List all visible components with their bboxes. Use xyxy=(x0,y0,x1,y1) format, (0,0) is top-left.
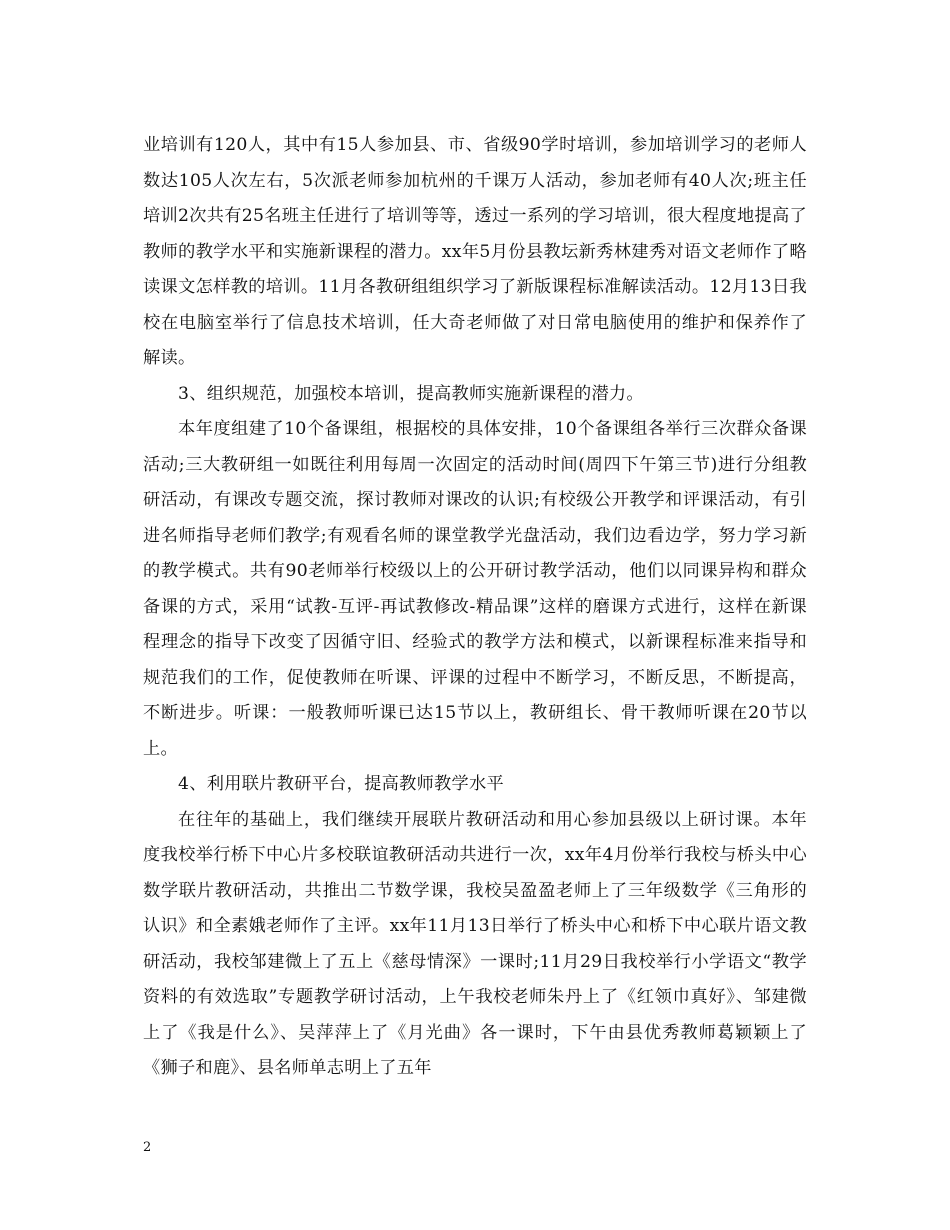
document-body xyxy=(143,128,807,1087)
paragraph-lesson-groups: 本年度组建了10个备课组，根据校的具体安排，10个备课组各举行三次群众备课活动;三大教研组一如既往利用每周一次固定的活动时间(周四下午第三节)进行分组教研活动，有课改专题交流，探讨教师对课改的认识;有校级公开教学和评课活动，有引进名师指导老师们教学;有观看名师的课堂教学光盘活动，我们边看边学，努力学习新的教学模式。共有90老师举行校级以上的公开研讨教学活动，他们以同课异构和群众备课的方式，采用“试教-互评-再试教修改-精品课”这样的磨课方式进行，这样在新课程理念的指导下改变了因循守旧、经验式的教学方法和模式，以新课程标准来指导和规范我们的工作，促使教师在听课、评课的过程中不断学习，不断反思，不断提高，不断进步。听课：一般教师听课已达15节以上，教研组长、骨干教师听课在20节以上。 xyxy=(143,419,807,759)
paragraph-joint-research: 在往年的基础上，我们继续开展联片教研活动和用心参加县级以上研讨课。本年度我校举行桥下中心片多校联谊教研活动共进行一次，xx年4月份举行我校与桥头中心数学联片教研活动，共推出二节数学课，我校吴盈盈老师上了三年级数学《三角形的认识》和全素娥老师作了主评。xx年11月13日举行了桥头中心和桥下中心联片语文教研活动，我校邹建微上了五上《慈母情深》一课时;11月29日我校举行小学语文“教学资料的有效选取”专题教学研讨活动，上午我校老师朱丹上了《红领巾真好》、邹建微上了《我是什么》、吴萍萍上了《月光曲》各一课时，下午由县优秀教师葛颖颖上了《狮子和鹿》、县名师单志明上了五年 xyxy=(143,809,807,1078)
heading-item-3: 3、组织规范，加强校本培训，提高教师实施新课程的潜力。 xyxy=(178,383,644,404)
heading-item-4: 4、利用联片教研平台，提高教师教学水平 xyxy=(178,774,505,794)
page-number: 2 xyxy=(143,1140,152,1155)
paragraph-training-summary: 业培训有120人，其中有15人参加县、市、省级90学时培训，参加培训学习的老师人数达105人次左右，5次派老师参加杭州的千课万人活动，参加老师有40人次;班主任培训2次共有25名班主任进行了培训等等，透过一系列的学习培训，很大程度地提高了教师的教学水平和实施新课程的潜力。xx年5月份县教坛新秀林建秀对语文老师作了略读课文怎样教的培训。11月各教研组组织学习了新版课程标准解读活动。12月13日我校在电脑室举行了信息技术培训，任大奇老师做了对日常电脑使用的维护和保养作了解读。 xyxy=(143,135,807,368)
